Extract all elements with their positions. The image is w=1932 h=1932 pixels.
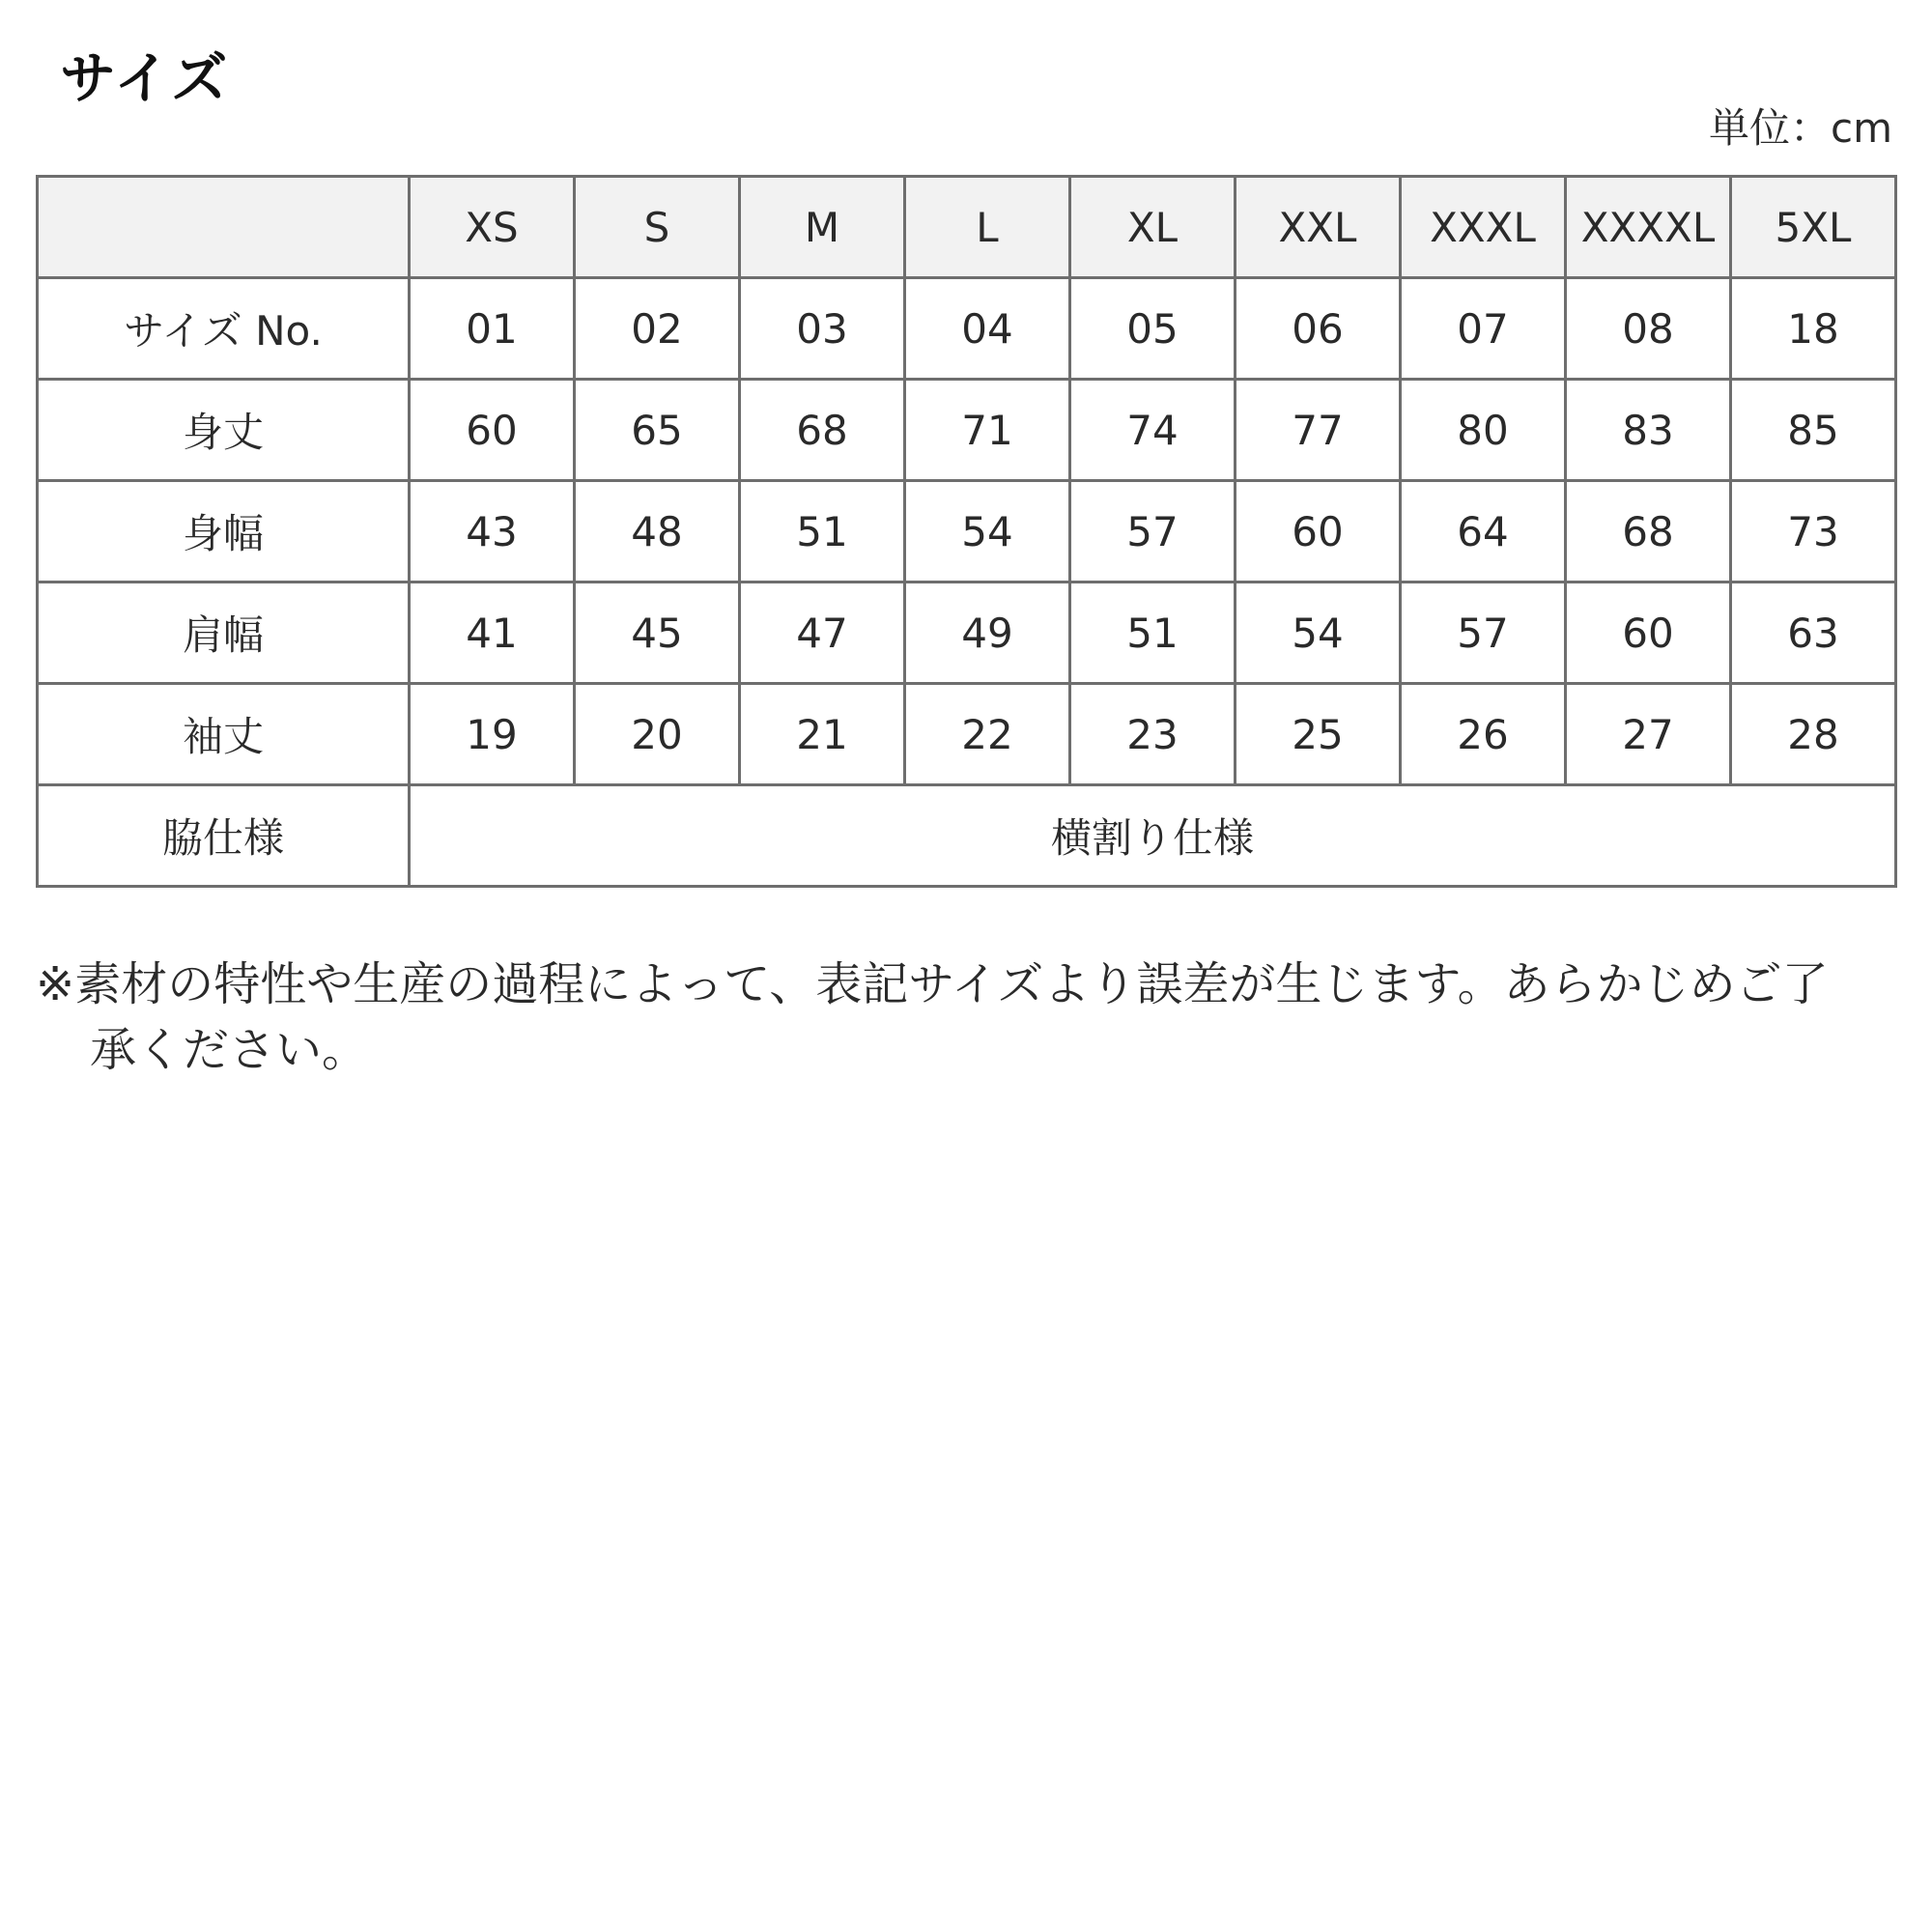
value-cell: 41 xyxy=(410,582,575,684)
header-size-cell: XS xyxy=(410,177,575,278)
value-cell: 27 xyxy=(1566,684,1731,785)
size-table xyxy=(36,175,1897,888)
header-size-cell: L xyxy=(905,177,1070,278)
value-cell: 22 xyxy=(905,684,1070,785)
value-cell: 85 xyxy=(1731,380,1896,481)
value-cell: 48 xyxy=(575,481,740,582)
table-row xyxy=(38,684,1896,785)
merged-value-cell: 横割り仕様 xyxy=(410,785,1896,887)
value-cell: 73 xyxy=(1731,481,1896,582)
row-label-cell: 身丈 xyxy=(38,380,410,481)
table-row xyxy=(38,278,1896,380)
value-cell: 60 xyxy=(1566,582,1731,684)
value-cell: 06 xyxy=(1236,278,1401,380)
value-cell: 54 xyxy=(905,481,1070,582)
row-label-cell: 身幅 xyxy=(38,481,410,582)
header-size-cell: XXXL xyxy=(1401,177,1566,278)
value-cell: 45 xyxy=(575,582,740,684)
value-cell: 60 xyxy=(1236,481,1401,582)
table-row xyxy=(38,481,1896,582)
header-corner-cell xyxy=(38,177,410,278)
value-cell: 63 xyxy=(1731,582,1896,684)
value-cell: 60 xyxy=(410,380,575,481)
header-size-cell: 5XL xyxy=(1731,177,1896,278)
value-cell: 01 xyxy=(410,278,575,380)
value-cell: 23 xyxy=(1070,684,1236,785)
header-row xyxy=(38,177,1896,278)
value-cell: 54 xyxy=(1236,582,1401,684)
value-cell: 04 xyxy=(905,278,1070,380)
value-cell: 28 xyxy=(1731,684,1896,785)
value-cell: 51 xyxy=(1070,582,1236,684)
value-cell: 74 xyxy=(1070,380,1236,481)
header-size-cell: XXL xyxy=(1236,177,1401,278)
header-size-cell: S xyxy=(575,177,740,278)
header-size-cell: XL xyxy=(1070,177,1236,278)
value-cell: 77 xyxy=(1236,380,1401,481)
value-cell: 65 xyxy=(575,380,740,481)
value-cell: 05 xyxy=(1070,278,1236,380)
header-size-cell: XXXXL xyxy=(1566,177,1731,278)
value-cell: 47 xyxy=(740,582,905,684)
value-cell: 71 xyxy=(905,380,1070,481)
value-cell: 57 xyxy=(1070,481,1236,582)
row-label-cell: 袖丈 xyxy=(38,684,410,785)
value-cell: 20 xyxy=(575,684,740,785)
value-cell: 21 xyxy=(740,684,905,785)
value-cell: 07 xyxy=(1401,278,1566,380)
value-cell: 08 xyxy=(1566,278,1731,380)
value-cell: 68 xyxy=(740,380,905,481)
value-cell: 19 xyxy=(410,684,575,785)
value-cell: 57 xyxy=(1401,582,1566,684)
value-cell: 18 xyxy=(1731,278,1896,380)
value-cell: 26 xyxy=(1401,684,1566,785)
value-cell: 83 xyxy=(1566,380,1731,481)
value-cell: 64 xyxy=(1401,481,1566,582)
table-row xyxy=(38,582,1896,684)
table-row xyxy=(38,785,1896,887)
unit-label: 単位：cm xyxy=(1708,104,1892,152)
value-cell: 03 xyxy=(740,278,905,380)
value-cell: 51 xyxy=(740,481,905,582)
table-row xyxy=(38,380,1896,481)
disclaimer-note: ※素材の特性や生産の過程によって、表記サイズより誤差が生じます。あらかじめご了承ください。 xyxy=(36,957,1829,1077)
value-cell: 68 xyxy=(1566,481,1731,582)
row-label-cell: サイズ No. xyxy=(38,278,410,380)
value-cell: 25 xyxy=(1236,684,1401,785)
header-size-cell: M xyxy=(740,177,905,278)
row-label-cell: 脇仕様 xyxy=(38,785,410,887)
row-label-cell: 肩幅 xyxy=(38,582,410,684)
value-cell: 49 xyxy=(905,582,1070,684)
page-title: サイズ xyxy=(60,45,230,111)
value-cell: 80 xyxy=(1401,380,1566,481)
value-cell: 02 xyxy=(575,278,740,380)
value-cell: 43 xyxy=(410,481,575,582)
